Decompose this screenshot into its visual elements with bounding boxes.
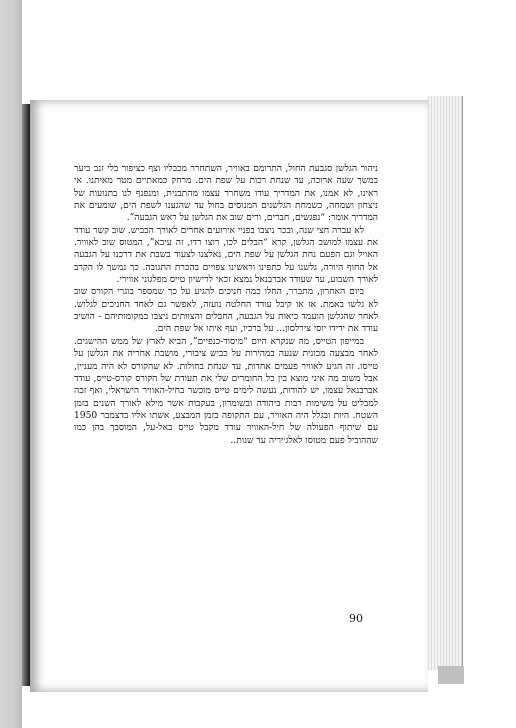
paragraph: במייפון הטייס, מה שנקרא היום “מיסוד-כנפיים”, הביא לארץ של ממש ההישגים. לאחר מבצעה מכונית שנעה במהירות על כביש ציבורי, מושבת אחריה את הגלשן על טייסו. זה הגיע לאוויר פעמים אחדות, עד שנחת בחולות. לא שהקורס לא היה מעניין, אבל משוב מה איני מוצא בין כל החומרים שלי את תעודת של הקורס קורס-טייס, עודד אברבנאל עצמו, יש להודות, נעשה לימים טייס מוכשר בחיל-האוויר הישראלי, ואף זכה למבליט על משימות רבות ביהודה ובשומרון, בעקבות אשר מילא לאורך השנים בזמן השטח. היות ובגלל היה האוויר, עם התקופה בזמן המבצע, אשתו אליו בדצמבר 1950 עם שיתוף הפעולה של חיל-האוויר עודד מקבל טייס באל-על, המוסבך בהן כמו שההוביל פעם מטוסו לאלג׳יריה עד שנות..: [74, 336, 378, 446]
scan-background: [0, 0, 22, 728]
paragraph: לא עברה חצי שנה, ובכר ניצבו בפניי אירועים אחרים לאורך הכביש. שוב קשר עודד את עצמו למושב הגלשן, קרא “הבלים לכו, רוצו רדו, זה עיבא”, המטוס שוב לאוויר. האויל וגם הפעם נחת הגלשן על שפת הים, נאלצנו לצעוד בשבת את דרכנו על הגבעה אל החוף היורה, גלשנו על כתפינו וראשינו צפויים בהכרת התגובה. כך נמשך לו הקרב לאורך השבוע, עד שעודד אברבנאל נמצא זכאי לרישיון טייס מפלגוני אווירי.: [74, 225, 378, 286]
body-text: [74, 163, 378, 447]
page-stack-edge: [426, 96, 463, 670]
page-number: 90: [349, 612, 363, 625]
page-stack-bottom: [438, 666, 464, 684]
paragraph: ניהור הגלשן סגבעת החול, התרומם באוויר, השתחרר מכבליו וצף כציפור בלי זנב ביער במשך שעה ארוכה, עד שנחת רכות על שפת הים. מרחק כמאתיים מטר מאיתנו. אי ראינו, לא אמנו, את המדריך עודו משחרר עצמו מהתבנית, ומנפנף לנו בתנועות של ניצחון ושמחה, כשמחת הגלשנים המנוסים בחול עד שהגענו לשפת הים, שומעים את המדריך אומר: “נפגשים, חברים, ורים שוב את הגלשן על ראש הגבעה”.: [74, 164, 378, 224]
paragraph: ביום האחרון, מתברר, החלו כמה חניכים להגיע על כך שמספר בוגרי הקורס שוב לא גלשו באמת. אז או קיבל עודד החלטה נועזה, לאפשר גם לאחד החניכים לגלוש. לאחר שהגלשן הועמד כיאות על הגבעה, החבלים והצוותים ניצבו במקומותיהם - הושיב עודד את ידידו יוסי צירלסון... על ברכיו, ועף איתו אל שפת הים.: [74, 287, 378, 335]
book-spine-shadow: [22, 104, 30, 686]
